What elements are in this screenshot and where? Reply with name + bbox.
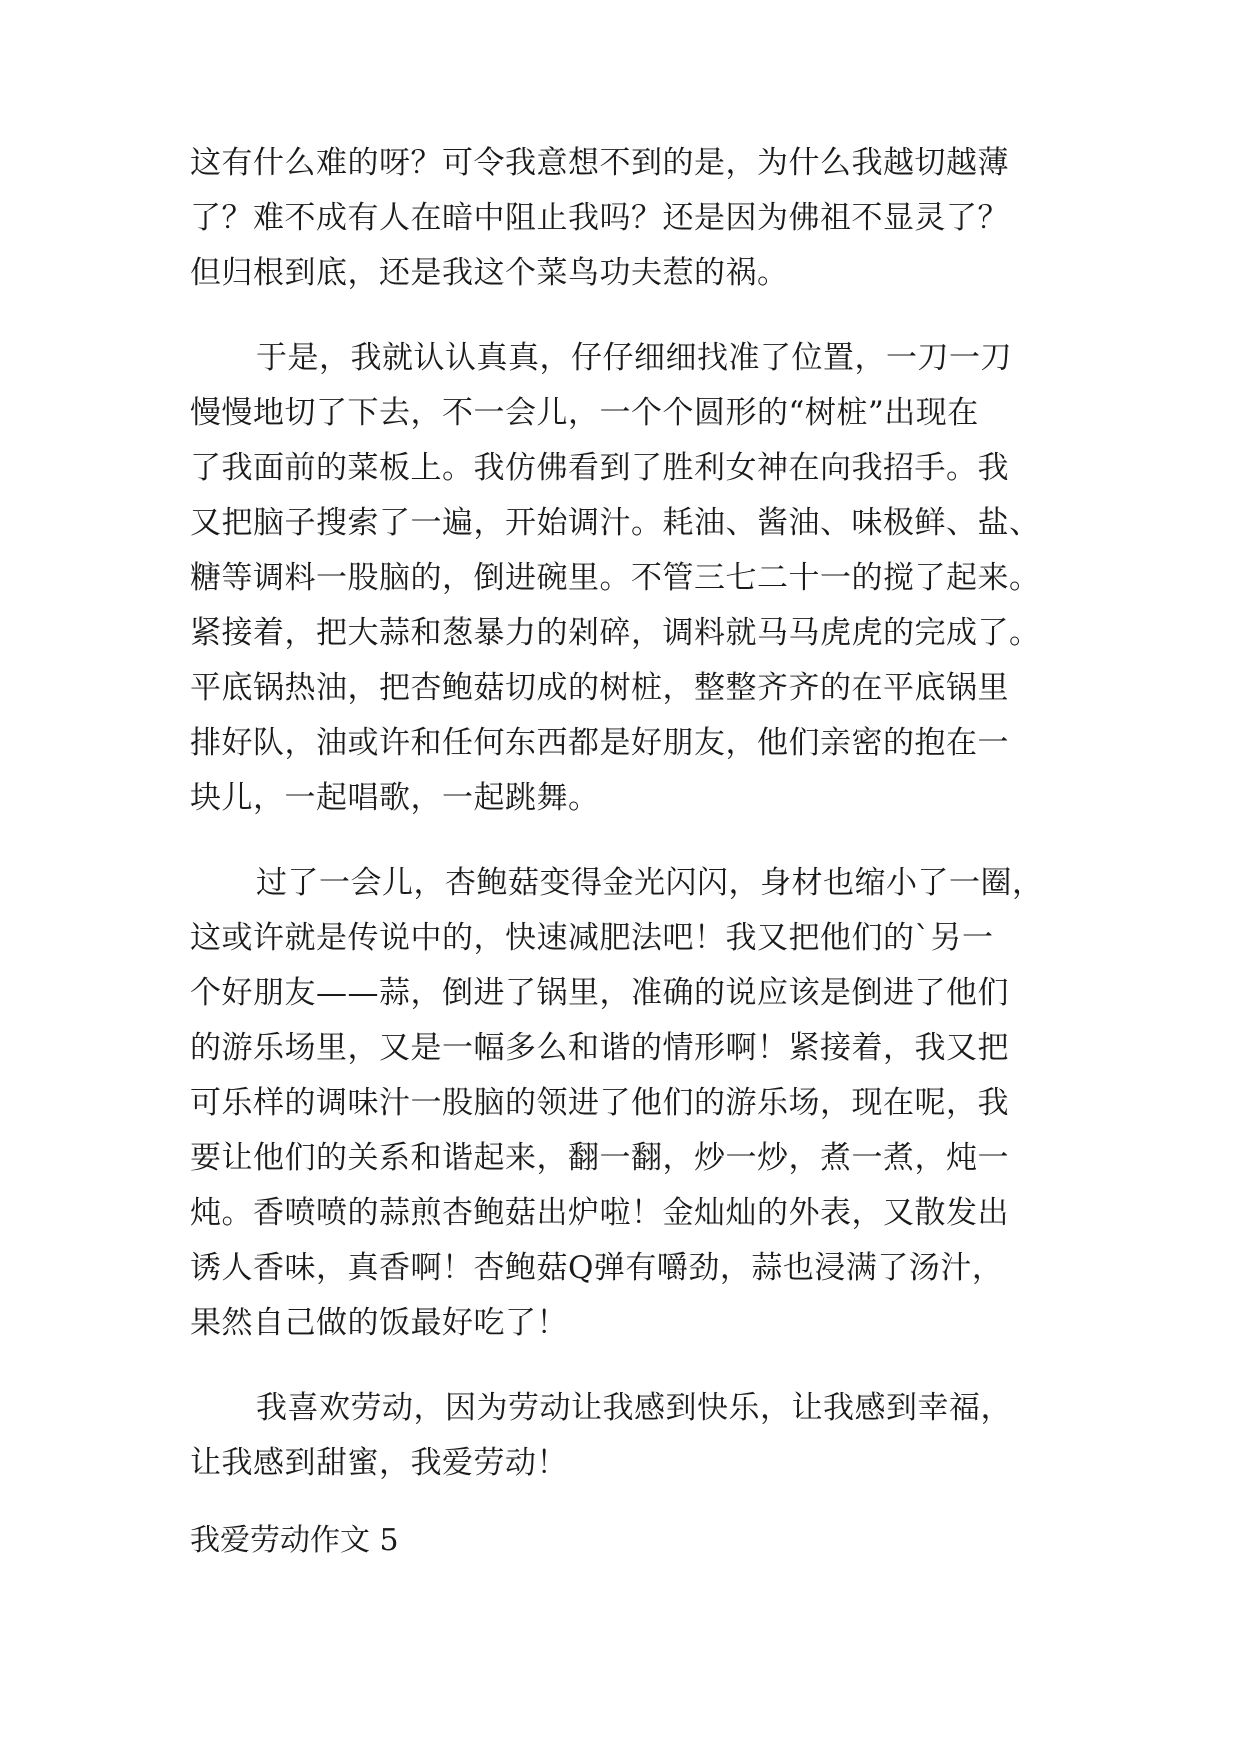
section-heading: 我爱劳动作文 5 (190, 1523, 399, 1558)
text-line: 但归根到底，还是我这个菜鸟功夫惹的祸。 (190, 255, 789, 291)
text-line: 了？难不成有人在暗中阻止我吗？还是因为佛祖不显灵了？ (190, 200, 1009, 236)
text-line: 排好队，油或许和任何东西都是好朋友，他们亲密的抱在一 (190, 725, 1009, 761)
text-line: 块儿，一起唱歌，一起跳舞。 (190, 780, 600, 816)
text-line: 炖。香喷喷的蒜煎杏鲍菇出炉啦！金灿灿的外表，又散发出 (190, 1195, 1009, 1231)
paragraph-first-line: 我喜欢劳动，因为劳动让我感到快乐，让我感到幸福， (256, 1390, 1012, 1426)
text-line: 果然自己做的饭最好吃了！ (190, 1305, 568, 1341)
text-line: 可乐样的调味汁一股脑的领进了他们的游乐场，现在呢，我 (190, 1085, 1009, 1121)
text-line: 又把脑子搜索了一遍，开始调汁。耗油、酱油、味极鲜、盐、 (190, 505, 1041, 541)
text-line: 个好朋友——蒜，倒进了锅里，准确的说应该是倒进了他们 (190, 975, 1009, 1011)
text-line: 要让他们的关系和谐起来，翻一翻，炒一炒，煮一煮，炖一 (190, 1140, 1009, 1176)
text-line: 的游乐场里，又是一幅多么和谐的情形啊！紧接着，我又把 (190, 1030, 1009, 1066)
text-line: 紧接着，把大蒜和葱暴力的剁碎，调料就马马虎虎的完成了。 (190, 615, 1041, 651)
paragraph-first-line: 于是，我就认认真真，仔仔细细找准了位置，一刀一刀 (256, 340, 1012, 376)
text-line: 让我感到甜蜜，我爱劳动！ (190, 1445, 568, 1481)
paragraph-first-line: 过了一会儿，杏鲍菇变得金光闪闪，身材也缩小了一圈， (256, 865, 1044, 901)
text-line: 这有什么难的呀？可令我意想不到的是，为什么我越切越薄 (190, 145, 1009, 181)
text-line: 慢慢地切了下去，不一会儿，一个个圆形的“树桩”出现在 (190, 395, 979, 431)
text-line: 了我面前的菜板上。我仿佛看到了胜利女神在向我招手。我 (190, 450, 1009, 486)
text-line: 诱人香味，真香啊！杏鲍菇Q弹有嚼劲，蒜也浸满了汤汁， (190, 1250, 1004, 1286)
text-line: 糖等调料一股脑的，倒进碗里。不管三七二十一的搅了起来。 (190, 560, 1041, 596)
text-line: 这或许就是传说中的，快速减肥法吧！我又把他们的`另一 (190, 920, 994, 956)
text-line: 平底锅热油，把杏鲍菇切成的树桩，整整齐齐的在平底锅里 (190, 670, 1009, 706)
